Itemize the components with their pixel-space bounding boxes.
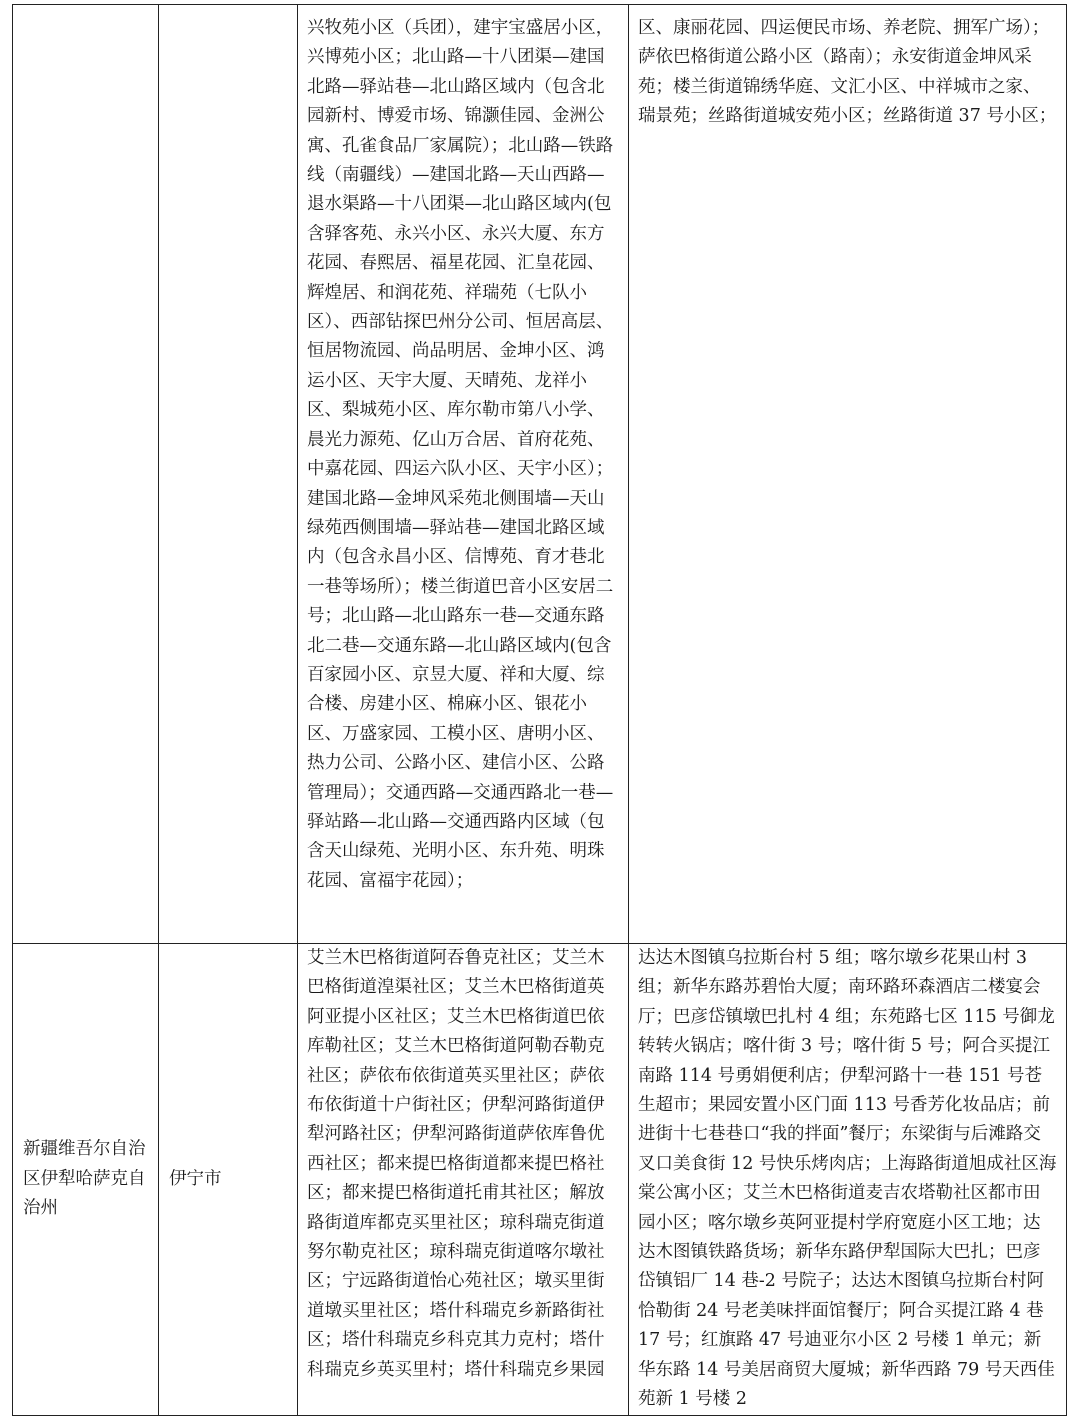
site-list-cell: 区、康丽花园、四运便民市场、养老院、拥军广场）；萨依巴格街道公路小区（路南）；永安街道金坤风采苑；楼兰街道锦绣华庭、文汇小区、中祥城市之家、瑞景苑；丝路街道城安苑小区；丝路街道 37 号小区； bbox=[629, 5, 1067, 944]
risk-area-cell: 兴牧苑小区（兵团），建宇宝盛居小区，兴博苑小区；北山路—十八团渠—建国北路—驿站巷—北山路区域内（包含北园新村、博爱市场、锦灏佳园、金洲公寓、孔雀食品厂家属院）；北山路—铁路线（南疆线）—建国北路—天山西路—退水渠路—十八团渠—北山路区域内(包含驿客苑、永兴小区、永兴大厦、东方花园、春熙居、福星花园、汇皇花园、辉煌居、和润花苑、祥瑞苑（七队小区）、西部钻探巴州分公司、恒居高层、恒居物流园、尚品明居、金坤小区、鸿运小区、天宇大厦、天晴苑、龙祥小区、梨城苑小区、库尔勒市第八小学、晨光力源苑、亿山万合居、首府花苑、中嘉花园、四运六队小区、天宇小区）；建国北路—金坤风采苑北侧围墙—天山绿苑西侧围墙—驿站巷—建国北路区域内（包含永昌小区、信博苑、育才巷北一巷等场所）；楼兰街道巴音小区安居二号；北山路—北山路东一巷—交通东路北二巷—交通东路—北山路区域内(包含百家园小区、京昱大厦、祥和大厦、综合楼、房建小区、棉麻小区、银花小区、万盛家园、工模小区、唐明小区、热力公司、公路小区、建信小区、公路管理局）；交通西路—交通西路北一巷—驿站路—北山路—交通西路内区域（包含天山绿苑、光明小区、东升苑、明珠花园、富福宇花园）； bbox=[298, 5, 629, 944]
table-row bbox=[13, 5, 1067, 944]
region-cell: 新疆维吾尔自治区伊犁哈萨克自治州 bbox=[13, 944, 159, 1416]
region-table bbox=[12, 4, 1067, 1416]
table-row bbox=[13, 944, 1067, 1416]
city-cell bbox=[159, 5, 298, 944]
city-cell: 伊宁市 bbox=[159, 944, 298, 1416]
region-cell bbox=[13, 5, 159, 944]
site-list-cell: 达达木图镇乌拉斯台村 5 组；喀尔墩乡花果山村 3 组；新华东路苏碧怡大厦；南环路环森酒店二楼宴会厅；巴彦岱镇墩巴扎村 4 组；东苑路七区 115 号御龙转转火锅店；喀什街 3 号；喀什街 5 号；阿合买提江南路 114 号勇娟便利店；伊犁河路十一巷 151 号苍生超市；果园安置小区门面 113 号香芳化妆品店；前进街十七巷巷口“我的拌面”餐厅；东梁街与后滩路交叉口美食街 12 号快乐烤肉店；上海路街道旭成社区海棠公寓小区；艾兰木巴格街道麦吉农塔勒社区都市田园小区；喀尔墩乡英阿亚提村学府宽庭小区工地；达达木图镇铁路货场；新华东路伊犁国际大巴扎；巴彦岱镇铝厂 14 巷-2 号院子；达达木图镇乌拉斯台村阿恰勒街 24 号老美味拌面馆餐厅；阿合买提江路 4 巷 17 号；红旗路 47 号迪亚尔小区 2 号楼 1 单元；新华东路 14 号美居商贸大厦城；新华西路 79 号天西佳苑新 1 号楼 2 bbox=[629, 944, 1067, 1416]
risk-area-cell: 艾兰木巴格街道阿吞鲁克社区；艾兰木巴格街道湟渠社区；艾兰木巴格街道英阿亚提小区社区；艾兰木巴格街道巴依库勒社区；艾兰木巴格街道阿勒吞勒克社区；萨依布依街道英买里社区；萨依布依街道十户街社区；伊犁河路街道伊犁河路社区；伊犁河路街道萨依库鲁优西社区；都来提巴格街道都来提巴格社区；都来提巴格街道托甫其社区；解放路街道库都克买里社区；琼科瑞克街道努尔勒克社区；琼科瑞克街道喀尔墩社区；宁远路街道怡心苑社区；墩买里街道墩买里社区；塔什科瑞克乡新路街社区；塔什科瑞克乡科克其力克村；塔什科瑞克乡英买里村；塔什科瑞克乡果园 bbox=[298, 944, 629, 1416]
